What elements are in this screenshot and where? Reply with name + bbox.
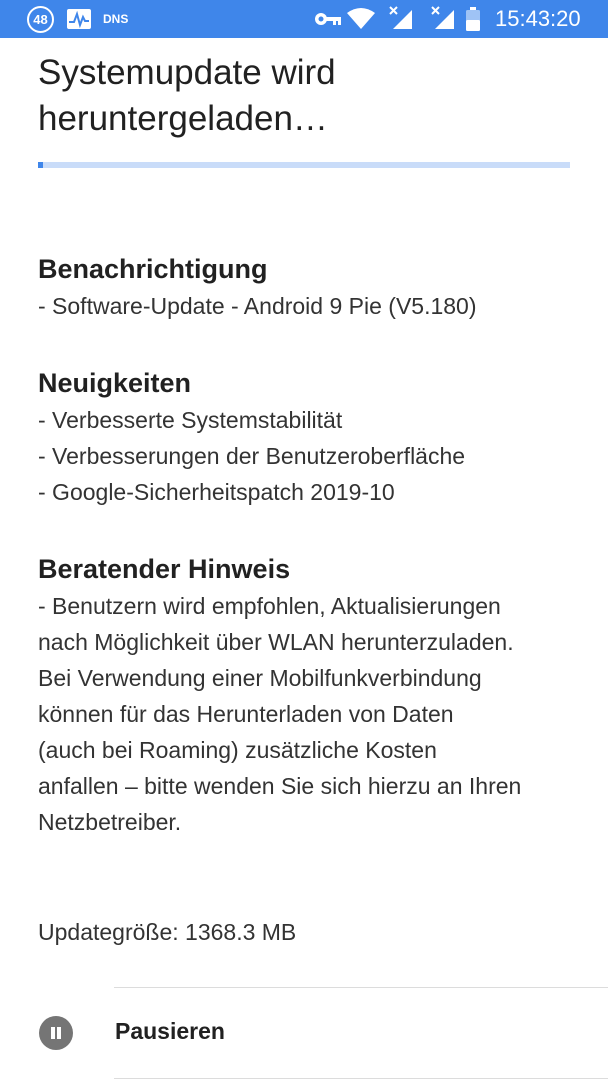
activity-monitor-icon bbox=[66, 8, 92, 30]
advisory-line: - Benutzern wird empfohlen, Aktualisierungen bbox=[38, 593, 501, 619]
news-line: - Verbesserungen der Benutzeroberfläche bbox=[38, 443, 466, 469]
status-time: 15:43:20 bbox=[495, 6, 581, 31]
page-title: Systemupdate wird heruntergeladen… bbox=[38, 53, 336, 138]
status-bar bbox=[0, 0, 608, 38]
notification-line: - Software-Update - Android 9 Pie (V5.180) bbox=[38, 293, 477, 319]
wifi-icon bbox=[346, 8, 376, 30]
advisory-line: Bei Verwendung einer Mobilfunkverbindung bbox=[38, 665, 482, 691]
news-line: - Verbesserte Systemstabilität bbox=[38, 407, 343, 433]
release-notes bbox=[38, 250, 578, 840]
dns-label: DNS bbox=[103, 12, 129, 26]
update-size: Updategröße: 1368.3 MB bbox=[38, 919, 297, 945]
signal-strength-icon bbox=[386, 6, 414, 30]
pause-button[interactable] bbox=[0, 988, 608, 1080]
pause-button-label: Pausieren bbox=[115, 1018, 225, 1044]
advisory-line: Netzbetreiber. bbox=[38, 809, 182, 835]
vpn-key-icon bbox=[314, 10, 342, 28]
advisory-line: können für das Herunterladen von Daten bbox=[38, 701, 454, 727]
section-heading-news: Neuigkeiten bbox=[38, 368, 192, 398]
advisory-line: nach Möglichkeit über WLAN herunterzuladen. bbox=[38, 629, 514, 655]
divider bbox=[114, 1078, 608, 1079]
section-heading-advisory: Beratender Hinweis bbox=[38, 554, 291, 584]
news-line: - Google-Sicherheitspatch 2019-10 bbox=[38, 479, 395, 505]
download-progress-fill bbox=[38, 162, 43, 168]
signal-strength-icon bbox=[428, 6, 456, 30]
advisory-line: anfallen – bitte wenden Sie sich hierzu an Ihren bbox=[38, 773, 522, 799]
section-heading-notification: Benachrichtigung bbox=[38, 254, 268, 284]
battery-icon bbox=[466, 7, 480, 31]
pause-icon bbox=[39, 1016, 73, 1050]
download-progress-bar bbox=[38, 162, 570, 168]
notification-count-badge: 48 bbox=[27, 6, 54, 33]
advisory-line: (auch bei Roaming) zusätzliche Kosten bbox=[38, 737, 437, 763]
